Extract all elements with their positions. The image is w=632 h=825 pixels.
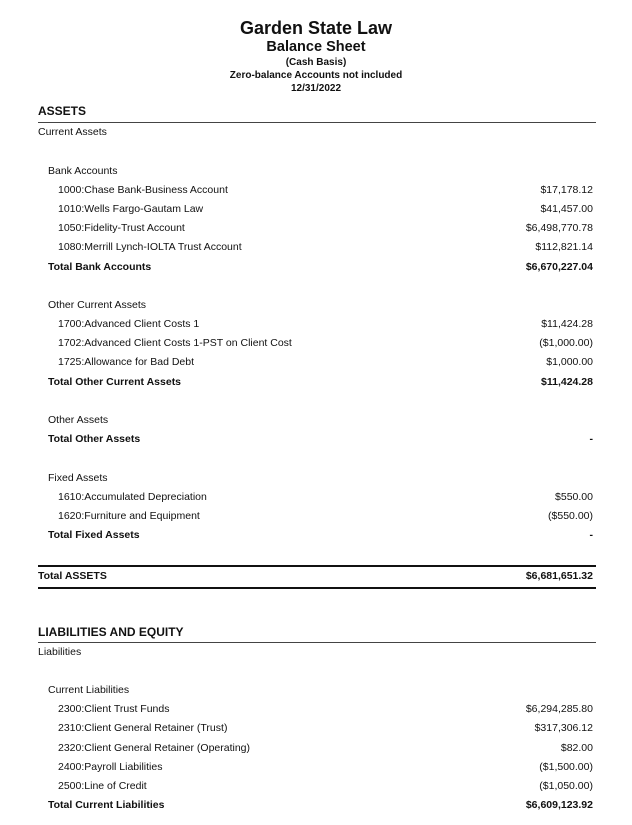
account-amount: $1,000.00	[546, 356, 593, 368]
total-label: Total Fixed Assets	[48, 529, 140, 541]
liabilities-equity-section-title: LIABILITIES AND EQUITY	[38, 625, 184, 639]
account-row	[38, 701, 596, 717]
assets-section-title: ASSETS	[38, 104, 87, 118]
account-name: 1702:Advanced Client Costs 1-PST on Client Cost	[58, 337, 292, 349]
account-name: 1050:Fidelity-Trust Account	[58, 222, 185, 234]
account-row	[38, 759, 596, 775]
account-row	[38, 239, 596, 255]
account-name: 2320:Client General Retainer (Operating)	[58, 742, 251, 754]
account-name: 1725:Allowance for Bad Debt	[58, 356, 195, 368]
bank-accounts-group-label	[38, 163, 596, 179]
account-row	[38, 508, 596, 524]
report-title: Balance Sheet	[266, 39, 366, 55]
total-amount: $11,424.28	[541, 376, 593, 388]
account-name: 2500:Line of Credit	[58, 780, 147, 792]
account-amount: $6,294,285.80	[525, 703, 593, 715]
current-liabilities-text: Current Liabilities	[48, 684, 130, 696]
fixed-assets-text: Fixed Assets	[48, 472, 108, 484]
total-fixed-assets-row	[38, 527, 596, 543]
fixed-assets-group-label	[38, 470, 596, 486]
account-name: 1610:Accumulated Depreciation	[58, 491, 207, 503]
account-amount: ($1,000.00)	[539, 337, 593, 349]
liabilities-equity-divider	[38, 642, 596, 643]
account-amount: $11,424.28	[541, 318, 593, 330]
account-amount: $6,498,770.78	[525, 222, 593, 234]
account-name: 2400:Payroll Liabilities	[58, 761, 163, 773]
account-amount: $41,457.00	[540, 203, 593, 215]
current-assets-text: Current Assets	[38, 126, 107, 138]
account-amount: ($1,050.00)	[539, 780, 593, 792]
account-amount: $82.00	[560, 742, 593, 754]
total-label: Total Current Liabilities	[48, 799, 165, 811]
company-name: Garden State Law	[239, 18, 393, 38]
total-label: Total Other Current Assets	[48, 376, 182, 388]
total-other-current-assets-row	[38, 374, 596, 390]
total-assets-label: Total ASSETS	[38, 570, 107, 582]
account-row	[38, 720, 596, 736]
report-note: Zero-balance Accounts not included	[229, 70, 403, 81]
account-row	[38, 740, 596, 756]
account-amount: $112,821.14	[535, 241, 593, 253]
account-row	[38, 335, 596, 351]
account-row	[38, 354, 596, 370]
account-row	[38, 201, 596, 217]
total-current-liabilities-row	[38, 797, 596, 813]
total-assets-bottom-rule	[38, 587, 596, 589]
total-assets-amount: $6,681,651.32	[525, 570, 593, 582]
assets-divider	[38, 122, 596, 123]
current-assets-label	[38, 124, 596, 140]
total-assets-row	[38, 568, 596, 584]
liabilities-label	[38, 644, 596, 660]
other-current-assets-text: Other Current Assets	[48, 299, 147, 311]
report-date: 12/31/2022	[290, 83, 342, 94]
account-name: 2300:Client Trust Funds	[58, 703, 170, 715]
account-row	[38, 182, 596, 198]
account-name: 1000:Chase Bank-Business Account	[58, 184, 228, 196]
total-label: Total Other Assets	[48, 433, 141, 445]
total-other-assets-row	[38, 431, 596, 447]
account-name: 1620:Furniture and Equipment	[58, 510, 200, 522]
account-name: 1700:Advanced Client Costs 1	[58, 318, 200, 330]
total-amount: -	[589, 433, 593, 445]
account-row	[38, 220, 596, 236]
total-amount: $6,670,227.04	[525, 261, 593, 273]
report-header	[0, 18, 632, 95]
account-row	[38, 489, 596, 505]
account-amount: $550.00	[555, 491, 593, 503]
total-amount: -	[589, 529, 593, 541]
current-liabilities-group-label	[38, 682, 596, 698]
total-assets-top-rule	[38, 565, 596, 567]
total-bank-accounts-row	[38, 259, 596, 275]
account-amount: ($1,500.00)	[539, 761, 593, 773]
account-name: 1010:Wells Fargo-Gautam Law	[58, 203, 204, 215]
account-row	[38, 778, 596, 794]
account-amount: $17,178.12	[540, 184, 593, 196]
other-current-assets-group-label	[38, 297, 596, 313]
bank-accounts-text: Bank Accounts	[48, 165, 118, 177]
account-row	[38, 316, 596, 332]
report-basis: (Cash Basis)	[285, 57, 347, 68]
account-name: 1080:Merrill Lynch-IOLTA Trust Account	[58, 241, 242, 253]
liabilities-text: Liabilities	[38, 646, 82, 658]
total-amount: $6,609,123.92	[525, 799, 593, 811]
account-name: 2310:Client General Retainer (Trust)	[58, 722, 228, 734]
account-amount: ($550.00)	[548, 510, 593, 522]
account-amount: $317,306.12	[534, 722, 593, 734]
other-assets-text: Other Assets	[48, 414, 109, 426]
total-label: Total Bank Accounts	[48, 261, 152, 273]
other-assets-group-label	[38, 412, 596, 428]
